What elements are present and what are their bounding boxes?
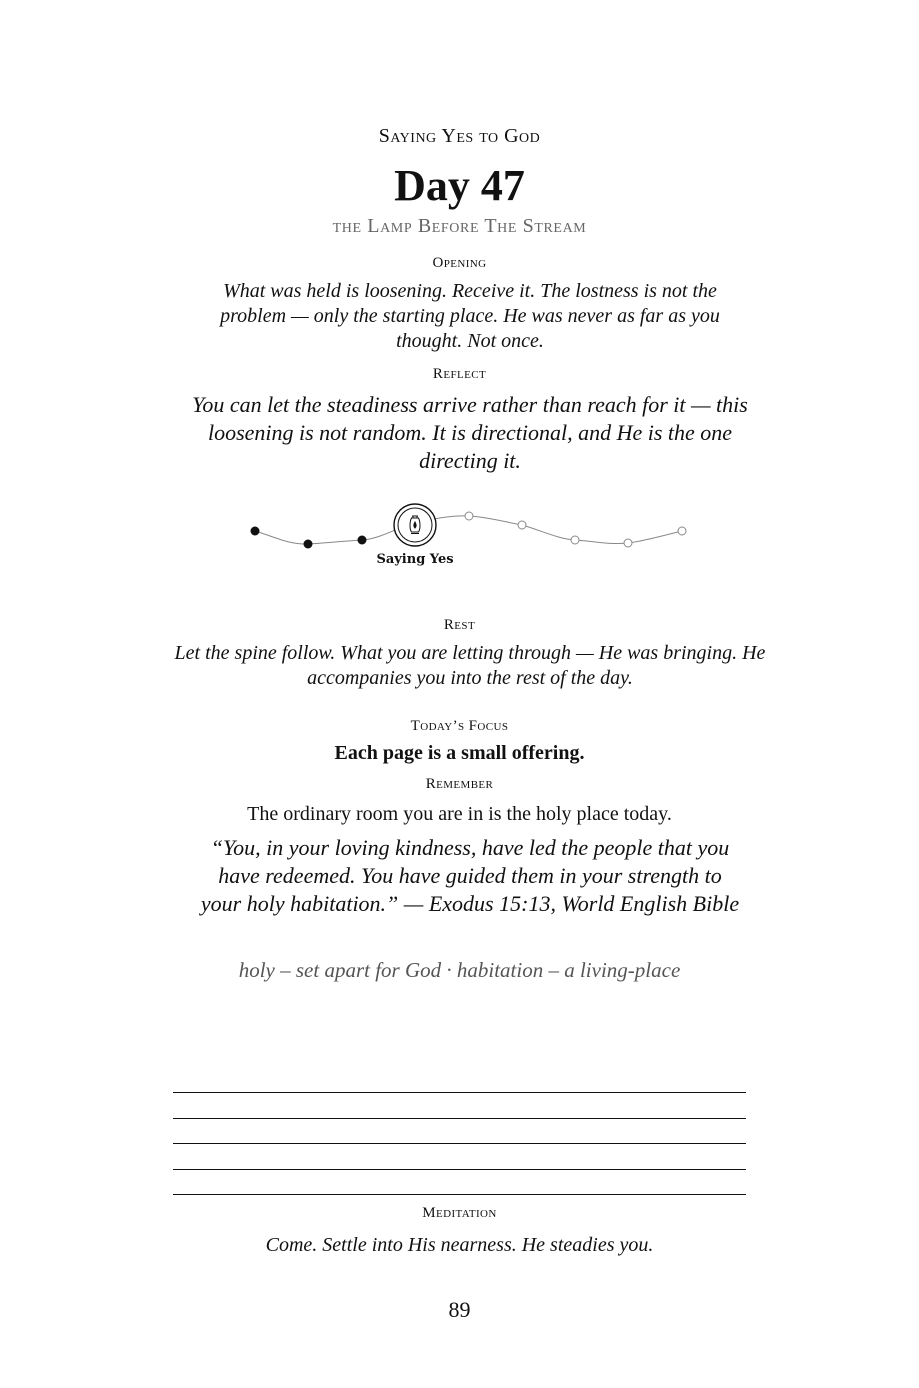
meditation-text: Come. Settle into His nearness. He steadies you. [265, 1234, 654, 1256]
journey-step-9 [678, 527, 686, 535]
journal-line[interactable] [173, 1143, 746, 1169]
reflect-label: Reflect [432, 366, 487, 382]
rest-label: Rest [443, 617, 476, 633]
journey-path [0, 495, 919, 575]
focus-label: Today’s Focus [410, 718, 509, 734]
journey-step-2 [304, 540, 313, 549]
journey-current-step [394, 504, 436, 546]
journey-step-1 [251, 527, 260, 536]
day-subtitle: the Lamp Before The Stream [332, 215, 587, 237]
rest-text: Let the spine follow. What you are letting through — He was bringing. He accompanies you into the rest of the day. [174, 642, 766, 689]
page-number: 89 [448, 1297, 471, 1322]
journey-current-label: Saying Yes [376, 552, 454, 567]
series-title: Saying Yes to God [378, 125, 541, 147]
remember-text: The ordinary room you are in is the holy place today. [247, 803, 672, 825]
journey-step-7 [571, 536, 579, 544]
word-gloss: holy – set apart for God · habitation – a living-place [238, 958, 681, 982]
meditation-label: Meditation [422, 1205, 497, 1221]
remember-label: Remember [425, 776, 494, 792]
journey-step-8 [624, 539, 632, 547]
journal-lines[interactable] [173, 1092, 746, 1195]
journey-step-5 [465, 512, 473, 520]
journey-step-6 [518, 521, 526, 529]
journal-line[interactable] [173, 1092, 746, 1118]
journal-line[interactable] [173, 1169, 746, 1195]
journal-line[interactable] [173, 1118, 746, 1144]
opening-text: What was held is loosening. Receive it. The lostness is not the problem — only the starting place. He was never as far as you thought. Not once. [220, 280, 720, 352]
opening-label: Opening [432, 255, 487, 271]
journal-line[interactable] [173, 1194, 746, 1195]
reflect-text: You can let the steadiness arrive rather than reach for it — this loosening is not random. It is directional, and He is the one directing it. [192, 392, 748, 473]
journey-step-3 [358, 536, 367, 545]
focus-text: Each page is a small offering. [334, 742, 585, 764]
day-heading: Day 47 [394, 161, 525, 210]
scripture-verse: “You, in your loving kindness, have led the people that you have redeemed. You have guided them in your strength to your holy habitation.” — Exodus 15:13, World English Bible [200, 835, 740, 916]
